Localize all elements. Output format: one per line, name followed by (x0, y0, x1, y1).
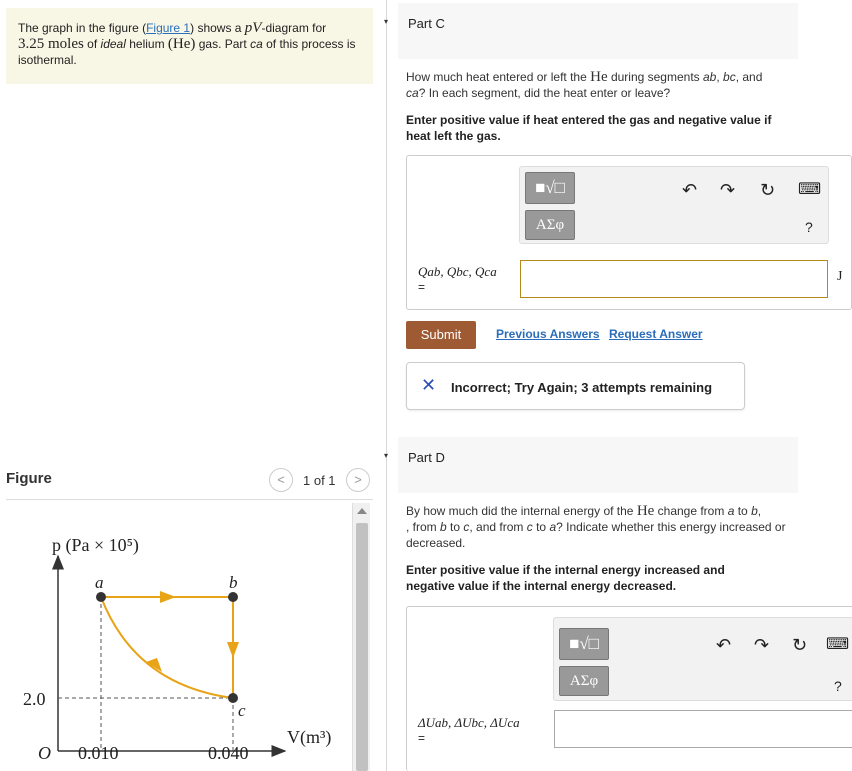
chevron-right-icon: > (354, 472, 362, 487)
redo-icon[interactable]: ↷ (720, 180, 736, 200)
request-answer-link[interactable]: Request Answer (609, 327, 703, 341)
x-axis-label: V(m³) (287, 727, 332, 747)
x-tick-0040: 0.040 (208, 743, 249, 763)
part-c-header[interactable] (384, 3, 798, 59)
reset-icon[interactable]: ↻ (760, 180, 776, 200)
chevron-left-icon: < (277, 472, 285, 487)
feedback-message: Incorrect; Try Again; 3 attempts remaining (451, 380, 713, 395)
part-d-equation-label: ΔUab, ΔUbc, ΔUca (418, 715, 520, 730)
collapse-icon: ▾ (384, 17, 389, 26)
greek-symbols-button[interactable]: ΑΣφ (525, 210, 575, 240)
label-b: b (229, 573, 238, 592)
next-figure-button[interactable] (346, 468, 370, 492)
keyboard-icon[interactable]: ⌨ (826, 636, 850, 653)
y-tick-2: 2.0 (23, 689, 46, 709)
template-button[interactable]: ■√□ (525, 172, 575, 204)
part-c-answer-input[interactable] (520, 260, 828, 298)
previous-answers-link[interactable]: Previous Answers (496, 327, 600, 341)
undo-icon[interactable]: ↶ (716, 635, 732, 655)
redo-icon[interactable]: ↷ (754, 635, 770, 655)
scroll-up-icon[interactable] (357, 508, 367, 514)
label-a: a (95, 573, 104, 592)
point-b (228, 592, 238, 602)
feedback-box (406, 362, 745, 410)
undo-icon[interactable]: ↶ (682, 180, 698, 200)
panel-divider (386, 0, 387, 771)
pv-diagram (0, 500, 352, 771)
part-d-title: Part D (408, 450, 445, 465)
greek-symbols-button[interactable]: ΑΣφ (559, 666, 609, 696)
part-d-question: By how much did the internal energy of the He change from a to b, , from b to c, and from c to a? Indicate whether this energy increased or decreased. (406, 503, 786, 550)
incorrect-icon: ✕ (421, 375, 437, 395)
segment-ca (101, 597, 233, 698)
figure-header (6, 468, 373, 500)
unit-label: J (837, 269, 843, 284)
help-button[interactable]: ? (805, 219, 813, 235)
equals-sign: = (418, 731, 426, 745)
problem-intro: The graph in the figure (Figure 1) shows a pV-diagram for 3.25 moles of ideal helium (He) gas. Part ca of this process is isothermal. (6, 8, 373, 84)
prev-figure-button[interactable] (269, 468, 293, 492)
figure-title: Figure (6, 470, 52, 487)
scroll-thumb[interactable] (356, 523, 368, 771)
part-d-instruction: Enter positive value if the internal energy increased and negative value if the internal energy decreased. (406, 563, 725, 593)
part-c-title: Part C (408, 16, 445, 31)
part-c-question: How much heat entered or left the He during segments ab, bc, and ca? In each segment, did the heat enter or leave? (406, 69, 763, 100)
keyboard-icon[interactable]: ⌨ (798, 181, 822, 198)
part-c-math-toolbar (519, 166, 829, 244)
figure-link[interactable]: Figure 1 (146, 21, 191, 35)
reset-icon[interactable]: ↻ (792, 635, 808, 655)
part-d-answer-box (406, 606, 852, 771)
arrow-bc (227, 642, 239, 658)
figure-scrollbar[interactable] (352, 503, 370, 771)
x-tick-0010: 0.010 (78, 743, 119, 763)
equals-sign: = (418, 280, 426, 294)
submit-button[interactable]: Submit (406, 321, 476, 349)
part-c-equation-label: Qab, Qbc, Qca (418, 264, 497, 279)
part-c-answer-box (406, 155, 852, 310)
part-d-math-toolbar (553, 617, 852, 701)
part-d-header[interactable] (384, 437, 798, 493)
figure-pager: 1 of 1 (303, 473, 336, 488)
part-c-instruction: Enter positive value if heat entered the gas and negative value if heat left the gas. (406, 113, 772, 143)
point-a (96, 592, 106, 602)
part-d-answer-input[interactable] (554, 710, 852, 748)
template-button[interactable]: ■√□ (559, 628, 609, 660)
help-button[interactable]: ? (834, 678, 842, 694)
collapse-icon: ▾ (384, 451, 389, 460)
y-axis-label: p (Pa × 10⁵) (52, 535, 139, 555)
point-c (228, 693, 238, 703)
arrow-ab (160, 591, 176, 603)
label-c: c (238, 701, 246, 720)
origin-label: O (38, 743, 51, 763)
